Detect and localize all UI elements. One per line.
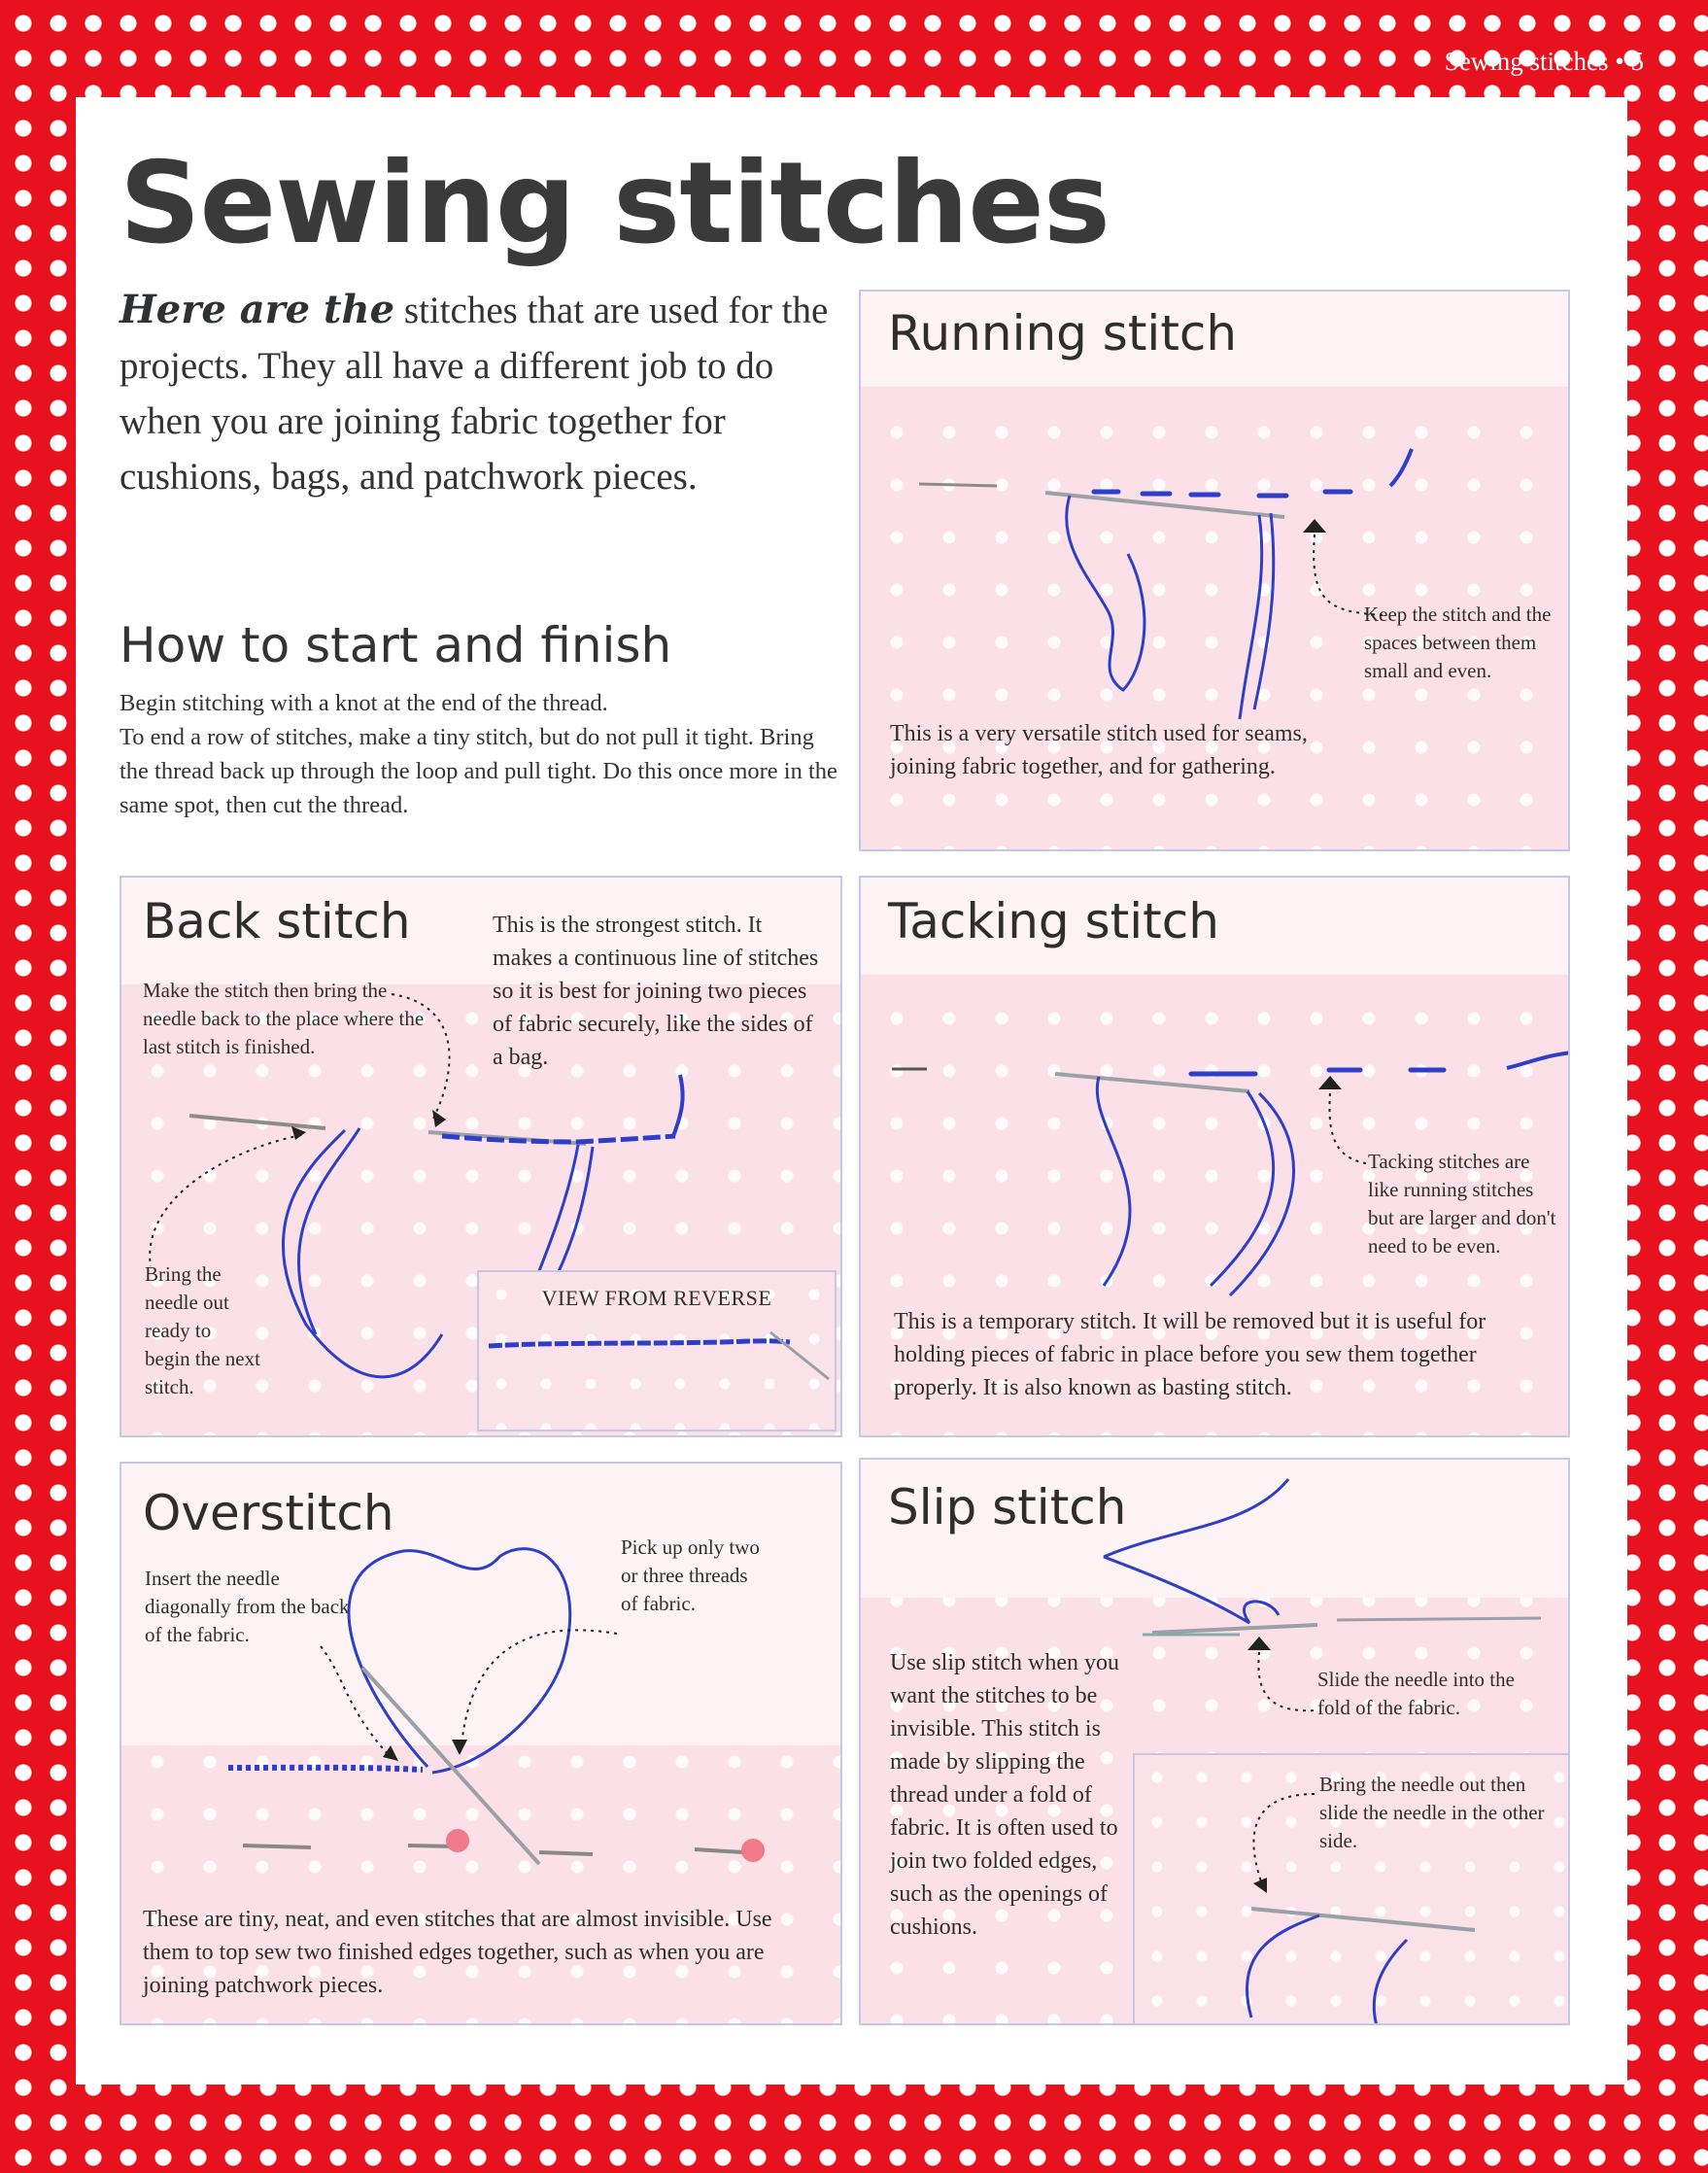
back-stitch-note-top: Make the stitch then bring the needle back to the place where the last stitch is finished.	[143, 979, 425, 1058]
tacking-stitch-panel	[859, 876, 1570, 1437]
start-finish-line-2: To end a row of stitches, make a tiny stitch, but do not pull it tight. Bring the thread back up through the loop and pull tight. Do this once more in the same spot, then cut the thread.	[120, 724, 837, 818]
running-head: Sewing stitches • 5	[1444, 47, 1644, 76]
intro-lead: Here are the	[120, 287, 395, 332]
running-stitch-text: This is a very versatile stitch used for seams, joining fabric together, and for gathering.	[890, 721, 1308, 779]
slip-stitch-inset	[1133, 1753, 1570, 2025]
intro-text: stitches that are used for the projects. They all have a different job to do when you are joining fabric together for cushions, bags, and patchwork pieces.	[120, 290, 829, 498]
back-stitch-note-bottom: Bring the needle out ready to begin the next stitch.	[145, 1262, 260, 1398]
back-stitch-panel	[120, 876, 842, 1437]
tacking-stitch-heading: Tacking stitch	[888, 893, 1219, 949]
overstitch-note-left: Insert the needle diagonally from the back of the fabric.	[145, 1567, 350, 1646]
tacking-stitch-note: Tacking stitches are like running stitches but are larger and don't need to be even.	[1368, 1150, 1556, 1258]
running-stitch-panel	[859, 290, 1570, 851]
slip-inset-illustration	[1135, 1755, 1570, 2025]
slip-stitch-heading: Slip stitch	[888, 1479, 1127, 1535]
slip-stitch-text: Use slip stitch when you want the stitches to be invisible. This stitch is made by slipping the thread under a fold of fabric. It is often used to join two folded edges, such as the openings of cushions.	[890, 1650, 1119, 1940]
back-stitch-description: This is the strongest stitch. It makes a continuous line of stitches so it is best for joining two pieces of fabric securely, like the sides of a bag.	[493, 913, 819, 1070]
start-finish-line-1: Begin stitching with a knot at the end of the thread.	[120, 690, 608, 716]
running-stitch-heading: Running stitch	[888, 305, 1238, 362]
reverse-view-caption: VIEW FROM REVERSE	[541, 1286, 772, 1310]
overstitch-note-right: Pick up only two or three threads of fabric.	[621, 1535, 760, 1615]
overstitch-panel	[120, 1462, 842, 2025]
start-finish-heading: How to start and finish	[120, 617, 672, 673]
reverse-view-illustration	[479, 1272, 838, 1433]
running-stitch-note: Keep the stitch and the spaces between them small and even.	[1364, 603, 1552, 682]
slip-stitch-panel	[859, 1458, 1570, 2025]
start-finish-text	[120, 686, 838, 822]
overstitch-heading: Overstitch	[143, 1485, 394, 1541]
intro-paragraph	[120, 282, 848, 504]
page-title: Sewing stitches	[120, 138, 1110, 269]
back-stitch-heading: Back stitch	[143, 893, 411, 949]
slip-stitch-note-inset: Bring the needle out then slide the needle in the other side.	[1319, 1773, 1545, 1852]
slip-stitch-note-top: Slide the needle into the fold of the fabric.	[1317, 1668, 1515, 1719]
back-stitch-reverse-inset	[477, 1270, 837, 1431]
overstitch-text: These are tiny, neat, and even stitches that are almost invisible. Use them to top sew two finished edges together, such as when you are joining patchwork pieces.	[143, 1907, 772, 1998]
tacking-stitch-text: This is a temporary stitch. It will be removed but it is useful for holding pieces of fabric in place before you sew them together properly. It is also known as basting stitch.	[894, 1309, 1486, 1400]
